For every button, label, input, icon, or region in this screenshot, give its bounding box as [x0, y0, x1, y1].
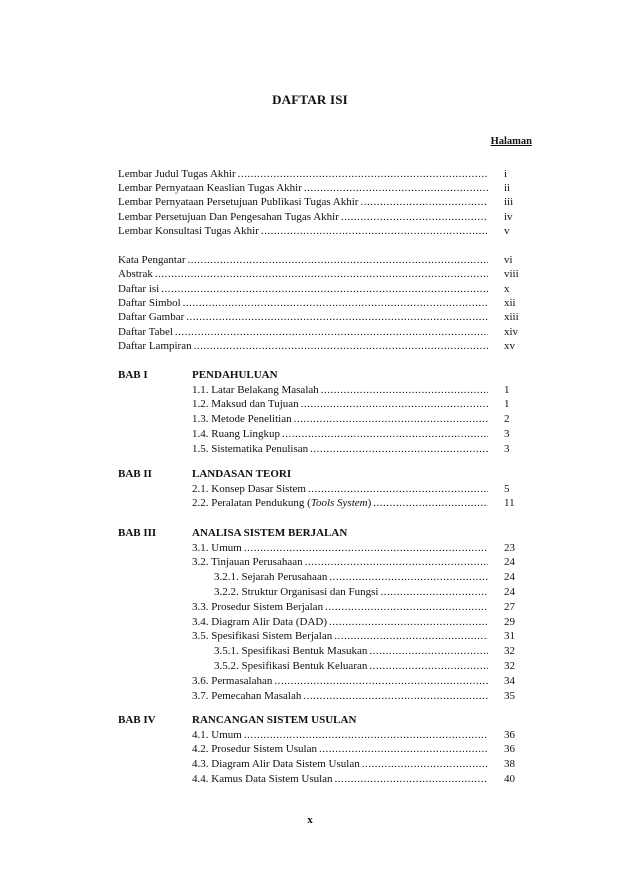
entry-label: Lembar Judul Tugas Akhir [118, 168, 236, 180]
front-matter-entry [118, 195, 530, 209]
chapter-title: RANCANGAN SISTEM USULAN [192, 714, 357, 726]
list-entry [118, 267, 530, 281]
dot-leader [335, 772, 488, 786]
dot-leader [329, 570, 488, 584]
entry-label: 4.3. Diagram Alir Data Sistem Usulan [192, 758, 360, 771]
section-entry [214, 644, 530, 658]
list-entry [118, 310, 530, 324]
entry-page: 29 [504, 615, 515, 628]
section-entry [192, 689, 530, 703]
entry-page: 1 [504, 383, 510, 396]
dot-leader [362, 757, 488, 771]
dot-leader [308, 482, 488, 496]
dot-leader [334, 629, 488, 643]
entry-page: 24 [504, 556, 515, 569]
entry-label: Lembar Pernyataan Keaslian Tugas Akhir [118, 182, 302, 195]
entry-label: 2.2. Peralatan Pendukung (Tools System) [192, 497, 372, 510]
entry-page: xii [504, 296, 516, 309]
entry-page: 36 [504, 728, 515, 741]
dot-leader [325, 600, 488, 614]
section-entry [214, 659, 530, 673]
section-entry [192, 615, 530, 629]
entry-label: 3.2.2. Struktur Organisasi dan Fungsi [214, 585, 379, 598]
list-entry [118, 296, 530, 310]
dot-leader [369, 644, 488, 658]
entry-label: 2.1. Konsep Dasar Sistem [192, 482, 306, 495]
chapter-number: BAB IV [118, 714, 156, 726]
halaman-header: Halaman [490, 136, 532, 147]
dot-leader [183, 296, 488, 310]
dot-leader [274, 674, 488, 688]
entry-page: 24 [504, 571, 515, 584]
dot-leader [244, 728, 488, 742]
section-entry [192, 772, 530, 786]
dot-leader [373, 496, 488, 510]
entry-page: xiv [504, 325, 519, 338]
entry-page: 36 [504, 743, 515, 756]
section-entry [214, 570, 530, 584]
dot-leader [155, 267, 488, 281]
chapter-number: BAB II [118, 468, 152, 480]
entry-page: 32 [504, 659, 515, 672]
entry-label: Kata Pengantar [118, 254, 186, 266]
entry-page: xiii [504, 311, 519, 324]
entry-page: 2 [504, 413, 510, 426]
entry-label: 3.5.2. Spesifikasi Bentuk Keluaran [214, 659, 368, 672]
entry-label: 3.3. Prosedur Sistem Berjalan [192, 600, 324, 613]
entry-label: Lembar Konsultasi Tugas Akhir [118, 224, 259, 237]
entry-page: 40 [504, 772, 515, 785]
entry-page: 3 [504, 442, 510, 455]
dot-leader [310, 442, 488, 456]
entry-label: Abstrak [118, 268, 153, 281]
entry-page: iv [504, 210, 513, 223]
dot-leader [304, 181, 488, 195]
dot-leader [188, 253, 489, 267]
chapter-title: PENDAHULUAN [192, 369, 278, 381]
dot-leader [301, 397, 488, 411]
section-entry [192, 555, 530, 569]
dot-leader [369, 659, 488, 673]
entry-label: 3.6. Permasalahan [192, 674, 273, 687]
section-entry [214, 585, 530, 599]
dot-leader [341, 210, 488, 224]
list-entry [118, 325, 530, 339]
section-entry [192, 728, 530, 742]
dot-leader [360, 195, 488, 209]
page-number: x [307, 814, 313, 826]
entry-label: 3.4. Diagram Alir Data (DAD) [192, 615, 328, 628]
section-entry [192, 397, 530, 411]
entry-page: v [504, 224, 510, 237]
entry-label: Daftar Lampiran [118, 339, 192, 352]
entry-page: 11 [504, 497, 515, 510]
entry-page: vi [504, 254, 513, 266]
section-entry [192, 757, 530, 771]
entry-page: 24 [504, 585, 515, 598]
dot-leader [321, 383, 488, 397]
dot-leader [303, 689, 488, 703]
chapter-number: BAB I [118, 369, 148, 381]
front-matter-entry [118, 210, 530, 224]
entry-page: 5 [504, 482, 510, 495]
entry-page: iii [504, 196, 514, 209]
section-entry [192, 412, 530, 426]
dot-leader [161, 282, 488, 296]
page-title: DAFTAR ISI [272, 92, 348, 107]
section-entry [192, 383, 530, 397]
dot-leader [261, 224, 488, 238]
entry-label: 1.3. Metode Penelitian [192, 413, 292, 426]
dot-leader [244, 541, 488, 555]
dot-leader [175, 325, 488, 339]
entry-label: 3.1. Umum [192, 541, 242, 554]
section-entry [192, 629, 530, 643]
section-entry [192, 742, 530, 756]
section-entry [192, 496, 530, 510]
section-entry [192, 427, 530, 441]
dot-leader [194, 339, 488, 353]
chapter-number: BAB III [118, 527, 157, 539]
entry-page: 35 [504, 689, 515, 702]
entry-page: xv [504, 339, 515, 352]
dot-leader [305, 555, 488, 569]
entry-label: Lembar Pernyataan Persetujuan Publikasi Tugas Akhir [118, 196, 359, 209]
dot-leader [186, 310, 488, 324]
dot-leader [319, 742, 488, 756]
section-entry [192, 482, 530, 496]
entry-label: Daftar Gambar [118, 311, 185, 324]
entry-page: 3 [504, 427, 510, 440]
entry-page: viii [504, 268, 519, 281]
entry-label: 1.4. Ruang Lingkup [192, 427, 280, 440]
chapter-title: ANALISA SISTEM BERJALAN [192, 527, 348, 539]
list-entry [118, 253, 530, 267]
entry-page: ii [504, 182, 511, 195]
entry-page: x [504, 282, 510, 295]
entry-label: 4.4. Kamus Data Sistem Usulan [192, 772, 333, 785]
entry-label: 4.2. Prosedur Sistem Usulan [192, 743, 317, 756]
dot-leader [282, 427, 488, 441]
dot-leader [294, 412, 488, 426]
entry-page: 27 [504, 600, 515, 613]
entry-label: 1.5. Sistematika Penulisan [192, 442, 309, 455]
entry-label: 3.2. Tinjauan Perusahaan [192, 556, 303, 569]
entry-label: Daftar isi [118, 282, 160, 295]
section-entry [192, 541, 530, 555]
entry-label: Daftar Simbol [118, 296, 181, 309]
chapter-title: LANDASAN TEORI [192, 468, 292, 480]
entry-label: Lembar Persetujuan Dan Pengesahan Tugas Akhir [118, 210, 339, 223]
entry-label: 3.2.1. Sejarah Perusahaan [214, 571, 328, 584]
entry-label: 3.7. Pemecahan Masalah [192, 689, 302, 702]
dot-leader [238, 167, 488, 181]
list-entry [118, 282, 530, 296]
entry-label: 4.1. Umum [192, 728, 242, 741]
entry-page: 34 [504, 674, 515, 687]
entry-page: 38 [504, 758, 515, 771]
front-matter-entry [118, 181, 530, 195]
entry-label: 1.2. Maksud dan Tujuan [192, 398, 299, 411]
entry-page: i [504, 168, 508, 180]
section-entry [192, 674, 530, 688]
dot-leader [329, 615, 488, 629]
entry-label: Daftar Tabel [118, 325, 173, 338]
front-matter-entry [118, 167, 530, 181]
section-entry [192, 442, 530, 456]
front-matter-entry [118, 224, 530, 238]
section-entry [192, 600, 530, 614]
list-entry [118, 339, 530, 353]
entry-page: 31 [504, 630, 515, 643]
entry-label: 3.5.1. Spesifikasi Bentuk Masukan [214, 645, 368, 658]
entry-label: 1.1. Latar Belakang Masalah [192, 383, 319, 396]
entry-page: 23 [504, 541, 515, 554]
dot-leader [381, 585, 489, 599]
entry-page: 32 [504, 645, 515, 658]
entry-label: 3.5. Spesifikasi Sistem Berjalan [192, 630, 333, 643]
entry-page: 1 [504, 398, 510, 411]
